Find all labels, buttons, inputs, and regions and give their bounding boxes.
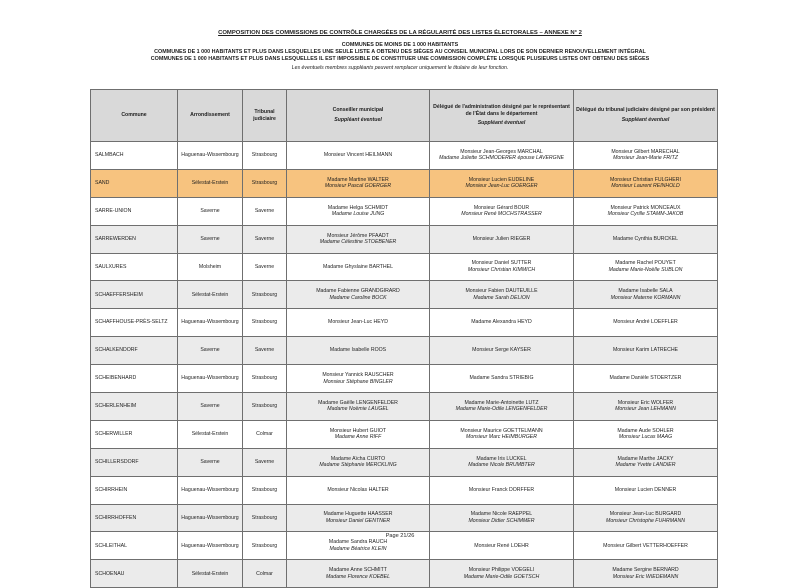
arrondissement-cell <box>178 197 243 225</box>
arrondissement-cell <box>178 420 243 448</box>
arrondissement-cell <box>178 281 243 309</box>
delegue-tribunal-cell <box>574 504 718 532</box>
titulaire-name: Haguenau-Wissembourg <box>181 375 239 382</box>
arrondissement-cell <box>178 337 243 365</box>
arrondissement-cell <box>178 393 243 421</box>
tribunal-cell <box>243 253 287 281</box>
delegue-admin-cell <box>430 393 574 421</box>
table-row <box>91 504 718 532</box>
conseiller-cell <box>287 253 430 281</box>
suppleant-name: Monsieur Jean-Luc GOERGER <box>465 183 538 190</box>
tribunal-cell <box>243 337 287 365</box>
tribunal-cell <box>243 197 287 225</box>
suppleant-name: Madame Louise JUNG <box>331 211 385 218</box>
titulaire-name: Madame Isabelle SALA <box>618 288 673 295</box>
conseiller-cell <box>287 365 430 393</box>
titulaire-name: SCHOENAU <box>95 570 125 577</box>
suppleant-name: Monsieur Didier SCHIMMER <box>468 518 535 525</box>
titulaire-name: Strasbourg <box>251 152 278 159</box>
commune-cell <box>91 225 178 253</box>
col-header-tribunal: Tribunal judiciaire <box>243 90 287 142</box>
titulaire-name: Colmar <box>256 431 273 438</box>
commune-cell <box>91 281 178 309</box>
titulaire-name: Molsheim <box>198 263 222 270</box>
table-row <box>91 225 718 253</box>
header-line-1: COMMUNES DE MOINS DE 1 000 HABITANTS <box>341 42 459 48</box>
titulaire-name: Monsieur Christian FULGHERI <box>610 176 681 183</box>
titulaire-name: Haguenau-Wissembourg <box>181 486 239 493</box>
tribunal-cell <box>243 420 287 448</box>
header-note: Les éventuels membres suppléants peuvent remplacer uniquement le titulaire de leur fonction. <box>291 64 509 71</box>
titulaire-name: Madame Danièle STOERTZER <box>609 375 682 382</box>
conseiller-cell <box>287 476 430 504</box>
arrondissement-cell <box>178 169 243 197</box>
titulaire-name: Saverne <box>254 458 275 465</box>
suppleant-name: Monsieur Pascal GOERGER <box>324 183 392 190</box>
col-header-arrondissement: Arrondissement <box>178 90 243 142</box>
conseiller-cell <box>287 169 430 197</box>
titulaire-name: SARREWERDEN <box>95 235 136 242</box>
commune-cell <box>91 253 178 281</box>
titulaire-name: SCHAFFHOUSE-PRÈS-SELTZ <box>95 319 168 326</box>
titulaire-name: Monsieur Daniel SUTTER <box>471 260 532 267</box>
titulaire-name: Monsieur Franck DORFFER <box>468 486 535 493</box>
tribunal-cell <box>243 448 287 476</box>
titulaire-name: Sélestat-Erstein <box>191 180 229 187</box>
suppleant-name: Madame Marie-Odile LENGENFELDER <box>455 406 548 413</box>
col-header-conseiller: Conseiller municipal Suppléant éventuel <box>287 90 430 142</box>
titulaire-name: SCHILLERSDORF <box>95 458 139 465</box>
titulaire-name: SARRE-UNION <box>95 207 132 214</box>
titulaire-name: Saverne <box>200 347 220 354</box>
suppleant-name: Monsieur Christophe FUHRMANN <box>606 518 685 525</box>
arrondissement-cell <box>178 476 243 504</box>
tribunal-cell <box>243 476 287 504</box>
delegue-admin-cell <box>430 448 574 476</box>
delegue-tribunal-cell <box>574 169 718 197</box>
titulaire-name: Monsieur Julien RIEGER <box>472 235 531 242</box>
header-line-2: COMMUNES DE 1 000 HABITANTS ET PLUS DANS LESQUELLES UNE SEULE LISTE A OBTENU DES SIÈGES AU CONSEIL MUNICIPAL LORS DE SON DERNIER RENOUVELLEMENT INTÉGRAL <box>154 49 646 56</box>
conseiller-cell <box>287 337 430 365</box>
delegue-admin-cell <box>430 142 574 170</box>
titulaire-name: Strasbourg <box>251 514 278 521</box>
commune-cell <box>91 365 178 393</box>
suppleant-name: Madame Marie-Odile GOETSCH <box>463 573 540 580</box>
arrondissement-cell <box>178 142 243 170</box>
titulaire-name: Saverne <box>200 207 220 214</box>
titulaire-name: Sélestat-Erstein <box>191 431 229 438</box>
titulaire-name: SAND <box>95 180 110 187</box>
titulaire-name: Madame Martine WALTER <box>327 176 389 183</box>
delegue-admin-cell <box>430 225 574 253</box>
titulaire-name: SAULXURES <box>95 263 127 270</box>
titulaire-name: Madame Aude SOHLER <box>617 427 674 434</box>
titulaire-name: Madame Anne SCHMITT <box>329 567 387 574</box>
delegue-admin-cell <box>430 504 574 532</box>
titulaire-name: Madame Alexandra HEYD <box>471 319 532 326</box>
tribunal-cell <box>243 309 287 337</box>
titulaire-name: Madame Marthe JACKY <box>617 455 674 462</box>
suppleant-name: Madame Anne RIFF <box>334 434 382 441</box>
titulaire-name: Monsieur Jérôme PFAADT <box>327 232 389 239</box>
tribunal-cell <box>243 393 287 421</box>
titulaire-name: Haguenau-Wissembourg <box>181 542 239 549</box>
col-subheader-delegue-tribunal: Suppléant éventuel <box>621 117 670 123</box>
titulaire-name: SCHIRRHOFFEN <box>95 514 137 521</box>
commune-cell <box>91 169 178 197</box>
tribunal-cell <box>243 560 287 588</box>
titulaire-name: Monsieur Hubert GUIOT <box>329 427 387 434</box>
arrondissement-cell <box>178 448 243 476</box>
delegue-admin-cell <box>430 253 574 281</box>
titulaire-name: Madame Nicole RAEPPEL <box>470 511 533 518</box>
suppleant-name: Monsieur Jean LEHMANN <box>615 406 676 413</box>
table-row <box>91 448 718 476</box>
suppleant-name: Monsieur Materne KORMANN <box>610 294 681 301</box>
titulaire-name: Monsieur Gérard BOUR <box>473 204 530 211</box>
titulaire-name: Monsieur Jean-Luc HEYD <box>328 319 388 326</box>
titulaire-name: Strasbourg <box>251 319 278 326</box>
titulaire-name: Monsieur Lucien DENNER <box>614 486 677 493</box>
delegue-tribunal-cell <box>574 309 718 337</box>
titulaire-name: Saverne <box>200 458 220 465</box>
suppleant-name: Madame Caroline BOCK <box>329 294 387 301</box>
titulaire-name: Monsieur Maurice GOETTELMANN <box>460 427 543 434</box>
delegue-tribunal-cell <box>574 197 718 225</box>
titulaire-name: Colmar <box>256 570 273 577</box>
page-number: Page 21/26 <box>385 533 415 539</box>
titulaire-name: Strasbourg <box>251 375 278 382</box>
table-row <box>91 309 718 337</box>
suppleant-name: Madame Noëmie LAUGEL <box>327 406 389 413</box>
titulaire-name: Monsieur Gilbert VETTERHOEFFER <box>603 542 688 549</box>
titulaire-name: Madame Ghyslaine BARTHEL <box>323 263 393 270</box>
suppleant-name: Madame Marie-Noëlle SUBLON <box>608 267 683 273</box>
suppleant-name: Monsieur Cyrille STAMM-JAKOB <box>607 211 684 218</box>
titulaire-name: Haguenau-Wissembourg <box>181 152 239 159</box>
suppleant-name: Monsieur Marc HEIMBURGER <box>466 434 537 441</box>
suppleant-name: Madame Juliette SCHMODERER épouse LAVERGNE <box>439 155 564 162</box>
titulaire-name: Sélestat-Erstein <box>191 570 229 577</box>
tribunal-cell <box>243 365 287 393</box>
table-row <box>91 142 718 170</box>
titulaire-name: Monsieur André LOEFFLER <box>613 319 678 326</box>
col-header-delegue-tribunal: Délégué du tribunal judiciaire désigné par son président Suppléant éventuel <box>574 90 718 142</box>
delegue-tribunal-cell <box>574 560 718 588</box>
table-header-row <box>91 90 718 142</box>
titulaire-name: Madame Isabelle ROOS <box>329 347 387 354</box>
titulaire-name: Saverne <box>254 235 275 242</box>
titulaire-name: Strasbourg <box>251 486 278 493</box>
titulaire-name: SCHIRRHEIN <box>95 486 128 493</box>
suppleant-name: Monsieur René MOCHSTRASSER <box>461 211 542 218</box>
delegue-tribunal-cell <box>574 476 718 504</box>
suppleant-name: Madame Nicole BRUMBTER <box>468 462 535 469</box>
titulaire-name: SCHEIBENHARD <box>95 375 137 382</box>
commune-cell <box>91 504 178 532</box>
delegue-admin-cell <box>430 309 574 337</box>
commune-cell <box>91 420 178 448</box>
conseiller-cell <box>287 504 430 532</box>
titulaire-name: Madame Rachel POUYET <box>615 260 676 267</box>
table-row <box>91 337 718 365</box>
tribunal-cell <box>243 169 287 197</box>
titulaire-name: Strasbourg <box>251 291 278 298</box>
titulaire-name: Monsieur Jean-Luc BURGARD <box>609 511 682 518</box>
arrondissement-cell <box>178 253 243 281</box>
commune-cell <box>91 197 178 225</box>
conseiller-cell <box>287 420 430 448</box>
delegue-admin-cell <box>430 476 574 504</box>
titulaire-name: Monsieur Fabien DAUTEUILLE <box>465 288 538 295</box>
col-header-delegue-admin: Délégué de l'administration désigné par le représentant de l'État dans le département Suppléant éventuel <box>430 90 574 142</box>
delegue-admin-cell <box>430 169 574 197</box>
conseiller-cell <box>287 560 430 588</box>
titulaire-name: Madame Sandra STRIEBIG <box>469 375 534 382</box>
delegue-admin-cell <box>430 337 574 365</box>
delegue-admin-cell <box>430 281 574 309</box>
conseiller-cell <box>287 281 430 309</box>
titulaire-name: Madame Cynthia BURCKEL <box>612 235 679 242</box>
commune-cell <box>91 309 178 337</box>
table-row <box>91 281 718 309</box>
delegue-tribunal-cell <box>574 337 718 365</box>
commune-cell <box>91 393 178 421</box>
commune-cell <box>91 142 178 170</box>
titulaire-name: Sélestat-Erstein <box>191 291 229 298</box>
commissions-table <box>90 89 718 588</box>
titulaire-name: Strasbourg <box>251 403 278 410</box>
header-line-3: COMMUNES DE 1 000 HABITANTS ET PLUS DANS LESQUELLES IL EST IMPOSSIBLE DE CONSTITUER UNE COMMISSION COMPLÈTE LORSQUE PLUSIEURS LISTES ONT OBTENU DES SIÈGES <box>150 56 650 63</box>
delegue-admin-cell <box>430 365 574 393</box>
titulaire-name: Monsieur Vincent HEILMANN <box>323 152 393 159</box>
titulaire-name: Madame Helga SCHMIDT <box>327 204 389 211</box>
col-subheader-conseiller: Suppléant éventuel <box>334 117 382 123</box>
table-row <box>91 169 718 197</box>
titulaire-name: Madame Aïcha CURTO <box>330 455 386 462</box>
suppleant-name: Monsieur Laurent REINHOLD <box>611 183 680 190</box>
tribunal-cell <box>243 281 287 309</box>
commune-cell <box>91 448 178 476</box>
titulaire-name: Monsieur Karim LATRECHE <box>612 347 679 354</box>
titulaire-name: SCHALKENDORF <box>95 347 138 354</box>
suppleant-name: Madame Yvette LANDIER <box>615 462 676 469</box>
titulaire-name: Monsieur Patrick MONCEAUX <box>610 204 681 211</box>
suppleant-name: Monsieur Stéphane BINGLER <box>323 378 393 385</box>
arrondissement-cell <box>178 560 243 588</box>
titulaire-name: Madame Marie-Antoinette LUTZ <box>464 399 539 406</box>
delegue-tribunal-cell <box>574 225 718 253</box>
arrondissement-cell <box>178 504 243 532</box>
suppleant-name: Madame Sarah DELION <box>473 294 530 301</box>
titulaire-name: Madame Iris LUCKEL <box>476 455 527 462</box>
delegue-tribunal-cell <box>574 365 718 393</box>
titulaire-name: Monsieur René LOEHR <box>474 542 529 549</box>
conseiller-cell <box>287 448 430 476</box>
titulaire-name: Monsieur Yannick RAUSCHER <box>322 371 394 378</box>
delegue-tribunal-cell <box>574 448 718 476</box>
delegue-admin-cell <box>430 420 574 448</box>
titulaire-name: SCHAEFFERSHEIM <box>95 291 143 298</box>
commune-cell <box>91 337 178 365</box>
titulaire-name: Saverne <box>200 403 220 410</box>
table-row <box>91 420 718 448</box>
titulaire-name: Monsieur Philippe VOEGELI <box>468 567 535 574</box>
conseiller-cell <box>287 197 430 225</box>
conseiller-cell <box>287 225 430 253</box>
titulaire-name: Monsieur Lucien EUDELINE <box>468 176 535 183</box>
col-header-commune: Commune <box>91 90 178 142</box>
delegue-admin-cell <box>430 197 574 225</box>
table-row <box>91 365 718 393</box>
suppleant-name: Madame Stéphanie MERCKLING <box>319 462 397 469</box>
table-row <box>91 560 718 588</box>
titulaire-name: Monsieur Serge KAYSER <box>472 347 531 354</box>
delegue-tribunal-cell <box>574 142 718 170</box>
titulaire-name: SALMBACH <box>95 152 124 159</box>
commune-cell <box>91 560 178 588</box>
suppleant-name: Monsieur Christian KIMMICH <box>467 267 536 273</box>
titulaire-name: Madame Sandra RAUCH <box>328 539 388 546</box>
arrondissement-cell <box>178 225 243 253</box>
commune-cell <box>91 476 178 504</box>
titulaire-name: Madame Fabienne GRANDGIRARD <box>316 288 400 295</box>
titulaire-name: Saverne <box>254 347 275 354</box>
suppleant-name: Monsieur Lucas MAAG <box>618 434 673 441</box>
titulaire-name: Monsieur Gilbert MARECHAL <box>611 148 680 155</box>
titulaire-name: Madame Gaëlle LENGENFELDER <box>318 399 398 406</box>
titulaire-name: Haguenau-Wissembourg <box>181 514 239 521</box>
delegue-tribunal-cell <box>574 393 718 421</box>
suppleant-name: Madame Béatrice KLEIN <box>329 545 387 552</box>
tribunal-cell <box>243 225 287 253</box>
table-row <box>91 253 718 281</box>
arrondissement-cell <box>178 365 243 393</box>
table-row <box>91 393 718 421</box>
tribunal-cell <box>243 504 287 532</box>
titulaire-name: Saverne <box>200 235 220 242</box>
titulaire-name: Monsieur Nicolas HALTER <box>327 486 389 493</box>
titulaire-name: SCHERLENHEIM <box>95 403 137 410</box>
titulaire-name: Madame Huguette HAASSER <box>323 511 393 518</box>
suppleant-name: Monsieur Daniel GENTNER <box>325 518 391 525</box>
table-row <box>91 476 718 504</box>
titulaire-name: Strasbourg <box>251 180 278 187</box>
titulaire-name: Haguenau-Wissembourg <box>181 319 239 326</box>
suppleant-name: Madame Célestine STOEBENER <box>319 239 397 246</box>
conseiller-cell <box>287 142 430 170</box>
delegue-admin-cell <box>430 560 574 588</box>
col-subheader-delegue-admin: Suppléant éventuel <box>477 120 526 127</box>
suppleant-name: Monsieur Jean-Marie FRITZ <box>613 155 678 162</box>
titulaire-name: Strasbourg <box>251 542 278 549</box>
delegue-tribunal-cell <box>574 281 718 309</box>
delegue-tribunal-cell <box>574 420 718 448</box>
conseiller-cell <box>287 309 430 337</box>
suppleant-name: Monsieur Eric WIEDEMANN <box>612 573 679 580</box>
table-row <box>91 197 718 225</box>
tribunal-cell <box>243 142 287 170</box>
arrondissement-cell <box>178 309 243 337</box>
document-title: COMPOSITION DES COMMISSIONS DE CONTRÔLE CHARGÉES DE LA RÉGULARITÉ DES LISTES ÉLECTORALES – ANNEXE N° 2 <box>218 30 582 36</box>
titulaire-name: Saverne <box>254 263 275 270</box>
suppleant-name: Madame Florence KOEBEL <box>325 573 390 580</box>
titulaire-name: Saverne <box>254 207 275 214</box>
titulaire-name: SCHLEITHAL <box>95 542 127 549</box>
document-header <box>0 29 800 72</box>
titulaire-name: Monsieur Jean-Georges MARCHAL <box>460 148 543 155</box>
titulaire-name: Monsieur Eric WOLFER <box>617 399 674 406</box>
conseiller-cell <box>287 393 430 421</box>
titulaire-name: SCHERWILLER <box>95 431 133 438</box>
delegue-tribunal-cell <box>574 253 718 281</box>
titulaire-name: Madame Sergine BERNARD <box>612 567 679 574</box>
